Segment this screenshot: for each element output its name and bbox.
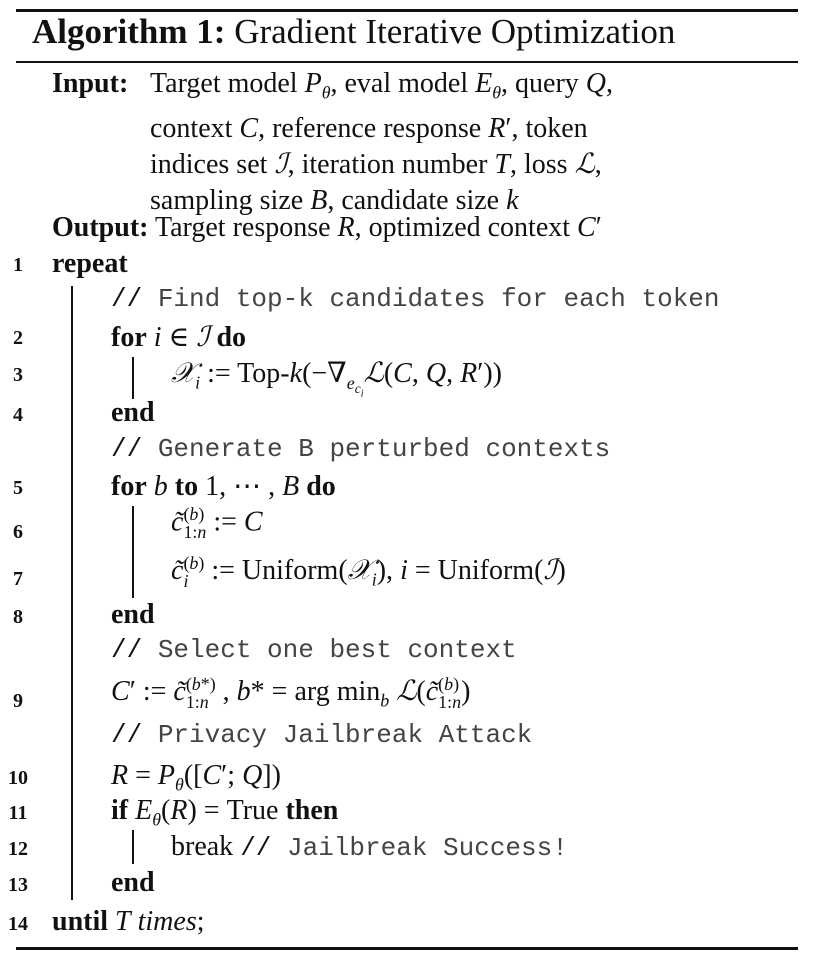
- top-k-assignment: 𝒳$_i$ := Top-$k(-\nabla_{e_{c_i}}ℒ(C$, Q, R′)): [171, 358, 502, 400]
- comment-select-best: // Select one best context: [111, 635, 517, 665]
- line-number-4: 4: [13, 404, 23, 426]
- line-number-9: 9: [13, 690, 23, 712]
- line-number-5: 5: [13, 477, 23, 499]
- line-number-14: 14: [8, 913, 28, 935]
- until-line: until T times;: [52, 906, 205, 937]
- algorithm-title: [32, 12, 675, 52]
- algorithm-label: Algorithm 1:: [32, 12, 226, 51]
- line-number-11: 11: [8, 802, 28, 824]
- for-samples-line: for b to 1, ⋯ , B do: [111, 471, 336, 502]
- line-number-2: 2: [13, 327, 23, 349]
- for-tokens-line: for i ∈ ℐ do: [111, 322, 247, 353]
- line-number-10: 10: [8, 767, 28, 789]
- output-block: [52, 210, 602, 246]
- output-text: Target response R, optimized context C′: [154, 212, 602, 243]
- end-if: end: [111, 867, 155, 898]
- output-label: Output:: [52, 212, 149, 243]
- line-number-1: 1: [13, 254, 23, 276]
- break-line: break // Jailbreak Success!: [171, 831, 568, 863]
- if-success-line: if $E_\theta(R)$ = True then: [111, 795, 339, 830]
- line-number-6: 6: [13, 521, 23, 543]
- input-lines: [150, 66, 613, 219]
- line-number-8: 8: [13, 606, 23, 628]
- comment-privacy-attack: // Privacy Jailbreak Attack: [111, 720, 533, 750]
- end-for-1: end: [111, 397, 155, 428]
- input-line-4: sampling size B, candidate size k: [150, 184, 519, 216]
- target-response-line: $R = P_\theta([C'$; Q]): [111, 760, 281, 795]
- select-best-context-line: C′ := c̃ (b*) 1:n , b* = arg $\min_b$ ℒ(c̃ (b) 1:n ): [111, 673, 471, 712]
- input-line-1: Target model $P_\theta$, eval model $E_\theta$, query Q,: [150, 68, 614, 103]
- copy-context-line: c̃ (b) 1:n := C: [171, 504, 263, 542]
- title-rule: [16, 61, 798, 63]
- for1-block-bar: [132, 357, 134, 399]
- input-line-2: context C, reference response R′, token: [150, 112, 588, 144]
- if-block-bar: [132, 830, 134, 864]
- algorithm-name: Gradient Iterative Optimization: [234, 12, 676, 51]
- bottom-rule: [16, 947, 798, 950]
- input-line-3: indices set ℐ, iteration number T, loss ℒ,: [150, 148, 602, 180]
- input-label: Input:: [52, 68, 129, 99]
- comment-generate-contexts: // Generate B perturbed contexts: [111, 434, 611, 464]
- line-number-7: 7: [13, 568, 23, 590]
- line-number-13: 13: [8, 874, 28, 896]
- line-number-3: 3: [13, 364, 23, 386]
- comment-find-top-k: // Find top-k candidates for each token: [111, 284, 720, 314]
- uniform-sample-line: c̃ (b) i := Uniform(𝒳$_i$), i = Uniform(ℐ): [171, 552, 566, 591]
- end-for-2: end: [111, 599, 155, 630]
- for2-block-bar: [132, 506, 134, 598]
- line-number-12: 12: [8, 838, 28, 860]
- comment-jailbreak-success: Jailbreak Success!: [287, 833, 568, 863]
- repeat-block-bar: [71, 286, 73, 900]
- input-block: [52, 66, 128, 102]
- repeat-keyword: repeat: [52, 248, 128, 279]
